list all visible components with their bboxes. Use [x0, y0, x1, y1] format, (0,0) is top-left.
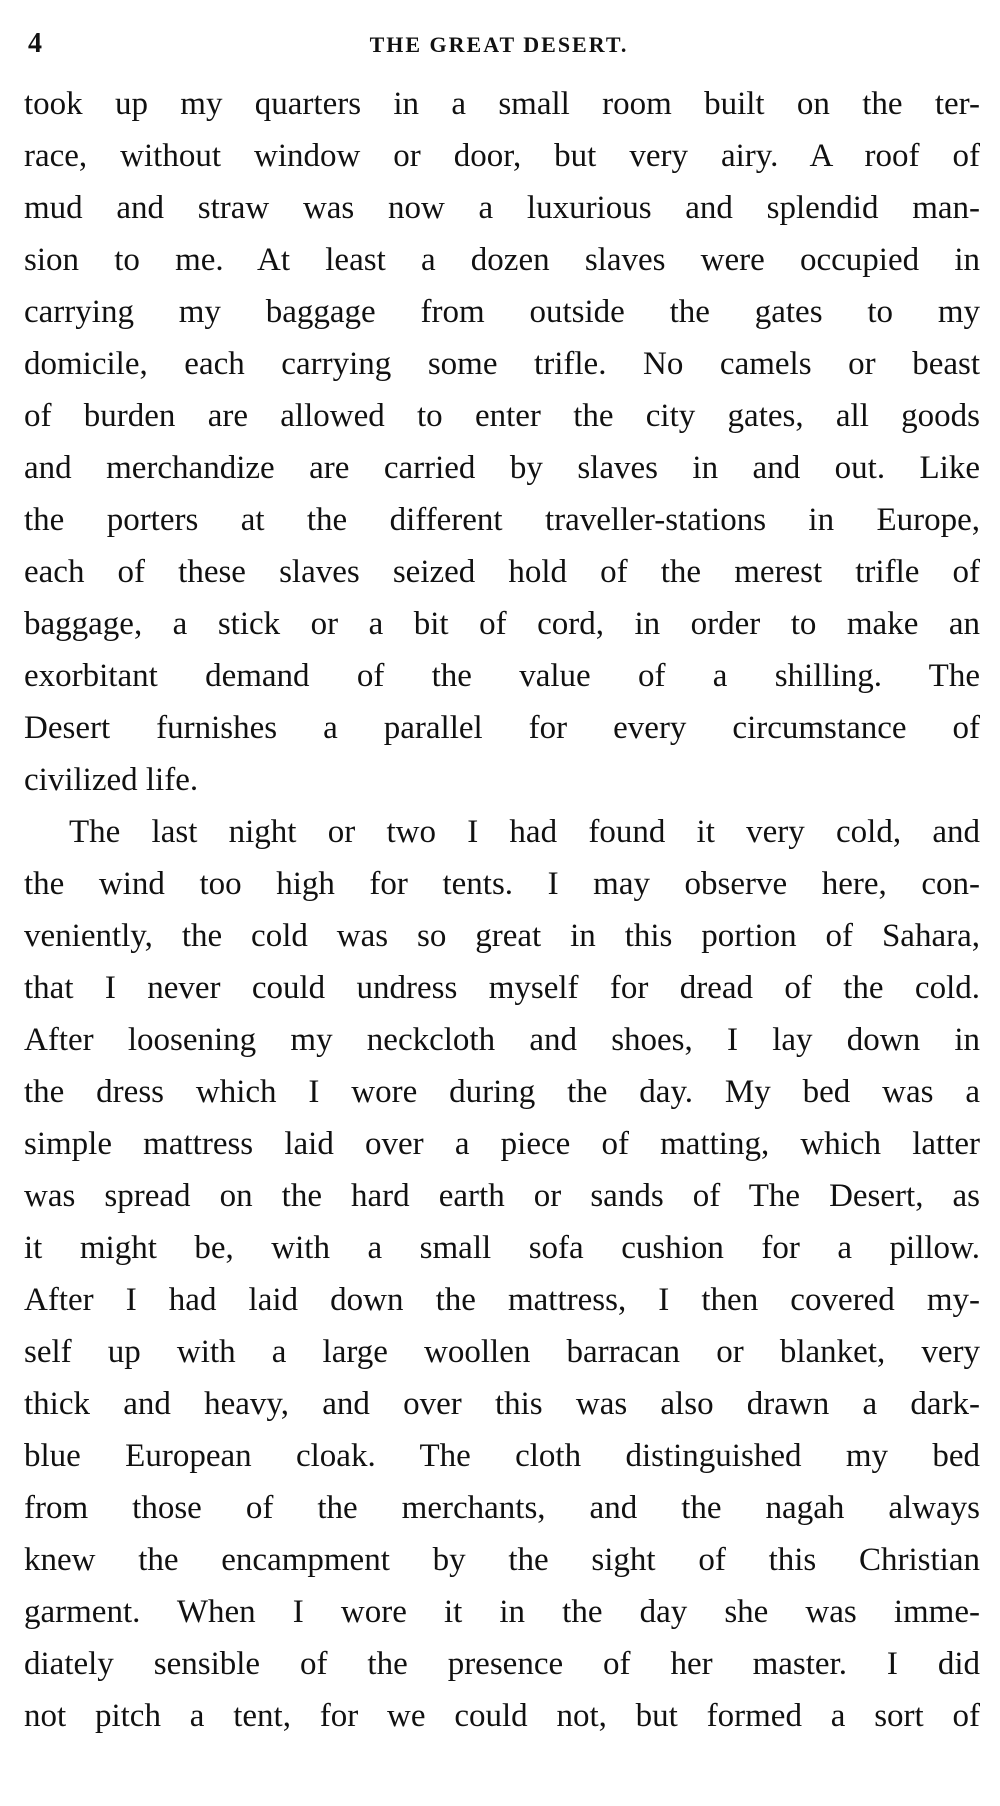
text-line: blue European cloak. The cloth distinguished my bed: [24, 1438, 980, 1474]
text-line: After I had laid down the mattress, I then covered my-: [24, 1282, 980, 1318]
text-line: took up my quarters in a small room built on the ter-: [24, 86, 980, 122]
text-line: was spread on the hard earth or sands of The Desert, as: [24, 1178, 980, 1214]
text-line: race, without window or door, but very airy. A roof of: [24, 138, 980, 174]
text-line: from those of the merchants, and the nagah always: [24, 1490, 980, 1526]
text-line: the porters at the different traveller-stations in Europe,: [24, 502, 980, 538]
text-line: self up with a large woollen barracan or blanket, very: [24, 1334, 980, 1370]
body-text: [24, 78, 980, 1742]
text-line: the dress which I wore during the day. My bed was a: [24, 1074, 980, 1110]
text-line: carrying my baggage from outside the gates to my: [24, 294, 980, 330]
text-line: each of these slaves seized hold of the merest trifle of: [24, 554, 980, 590]
running-head: [28, 28, 970, 68]
text-line: diately sensible of the presence of her master. I did: [24, 1646, 980, 1682]
text-line: it might be, with a small sofa cushion for a pillow.: [24, 1230, 980, 1266]
text-line: baggage, a stick or a bit of cord, in order to make an: [24, 606, 980, 642]
text-line: not pitch a tent, for we could not, but formed a sort of: [24, 1698, 980, 1734]
text-line: that I never could undress myself for dread of the cold.: [24, 970, 980, 1006]
text-line: knew the encampment by the sight of this Christian: [24, 1542, 980, 1578]
text-line: simple mattress laid over a piece of matting, which latter: [24, 1126, 980, 1162]
text-line: After loosening my neckcloth and shoes, I lay down in: [24, 1022, 980, 1058]
text-line: the wind too high for tents. I may observe here, con-: [24, 866, 980, 902]
text-line: veniently, the cold was so great in this portion of Sahara,: [24, 918, 980, 954]
text-line: domicile, each carrying some trifle. No camels or beast: [24, 346, 980, 382]
page-number: 4: [28, 28, 42, 59]
text-line: of burden are allowed to enter the city gates, all goods: [24, 398, 980, 434]
text-line: thick and heavy, and over this was also drawn a dark-: [24, 1386, 980, 1422]
text-line: exorbitant demand of the value of a shilling. The: [24, 658, 980, 694]
text-line: sion to me. At least a dozen slaves were occupied in: [24, 242, 980, 278]
text-line: Desert furnishes a parallel for every circumstance of: [24, 710, 980, 746]
text-line: mud and straw was now a luxurious and splendid man-: [24, 190, 980, 226]
text-line: and merchandize are carried by slaves in and out. Like: [24, 450, 980, 486]
paragraph-end-line: civilized life.: [24, 762, 199, 798]
text-line: garment. When I wore it in the day she was imme-: [24, 1594, 980, 1630]
paragraph-start-line: The last night or two I had found it very cold, and: [69, 814, 980, 850]
running-title: THE GREAT DESERT.: [369, 32, 629, 57]
